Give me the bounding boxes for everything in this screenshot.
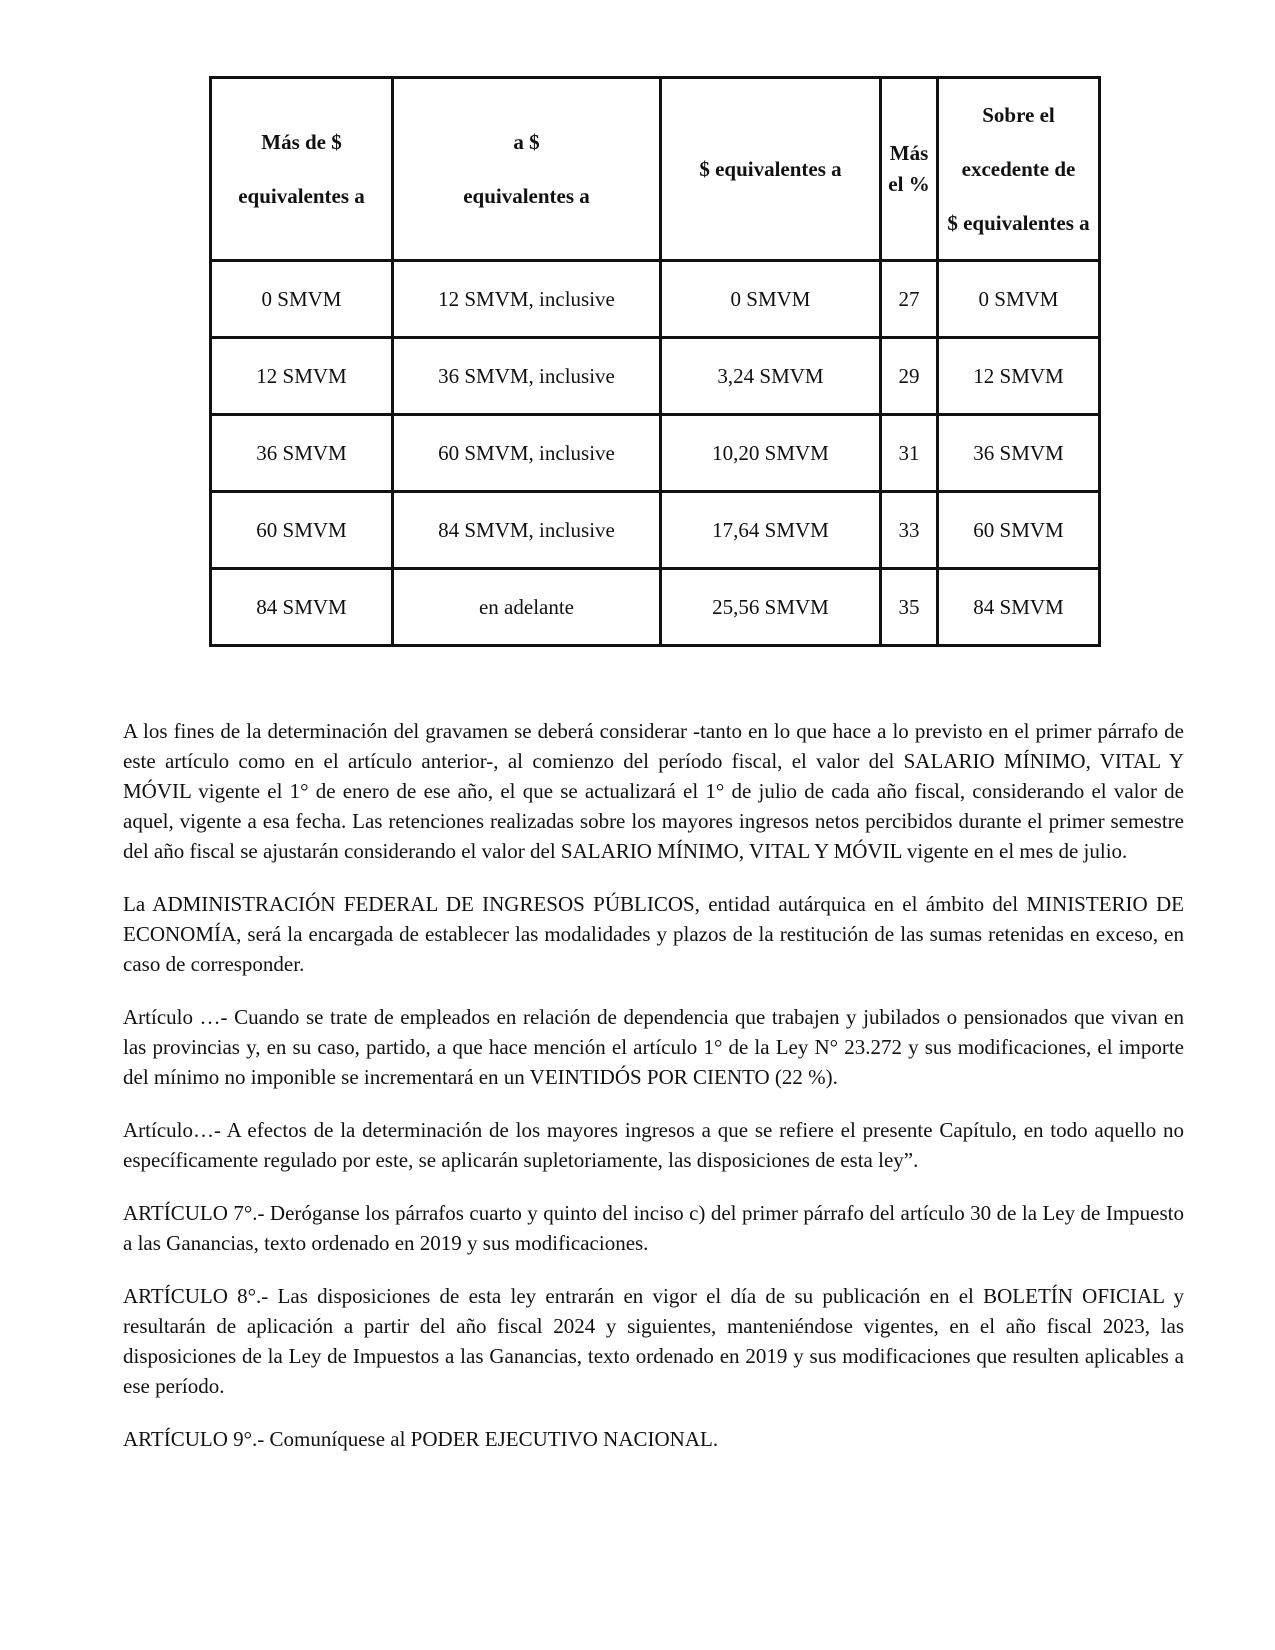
table-cell: 60 SMVM <box>211 492 393 569</box>
table-cell: 25,56 SMVM <box>661 569 881 646</box>
header-line: el % <box>888 172 930 196</box>
document-body <box>123 716 1184 1477</box>
table-cell: 84 SMVM, inclusive <box>393 492 661 569</box>
table-cell: 36 SMVM <box>211 415 393 492</box>
table-row <box>211 261 1100 338</box>
table-cell: 84 SMVM <box>211 569 393 646</box>
header-sobre-excedente <box>938 78 1100 261</box>
paragraph-afip-restitution: La ADMINISTRACIÓN FEDERAL DE INGRESOS PÚBLICOS, entidad autárquica en el ámbito del MINISTERIO DE ECONOMÍA, será la encargada de establecer las modalidades y plazos de la restitución de las sumas retenidas en exceso, en caso de corresponder. <box>123 892 1184 976</box>
table-cell: 17,64 SMVM <box>661 492 881 569</box>
header-line: Más de $ <box>261 130 342 154</box>
paragraph-smvm-update: A los fines de la determinación del gravamen se deberá considerar -tanto en lo que hace a lo previsto en el primer párrafo de este artículo como en el artículo anterior-, al comienzo del período fiscal, el valor del SALARIO MÍNIMO, VITAL Y MÓVIL vigente el 1° de enero de ese año, el que se actualizará el 1° de julio de cada año fiscal, considerando el valor de aquel, vigente a esa fecha. Las retenciones realizadas sobre los mayores ingresos netos percibidos durante el primer semestre del año fiscal se ajustarán considerando el valor del SALARIO MÍNIMO, VITAL Y MÓVIL vigente en el mes de julio. <box>123 719 1184 863</box>
table-cell: 29 <box>881 338 938 415</box>
table-row <box>211 569 1100 646</box>
paragraph-articulo-provincias: Artículo …- Cuando se trate de empleados en relación de dependencia que trabajen y jubilados o pensionados que vivan en las provincias y, en su caso, partido, a que hace mención el artículo 1° de la Ley N° 23.272 y sus modificaciones, el importe del mínimo no imponible se incrementará en un VEINTIDÓS POR CIENTO (22 %). <box>123 1005 1184 1089</box>
header-line: excedente de <box>961 157 1076 181</box>
header-line: Sobre el <box>982 103 1055 127</box>
paragraph-articulo-9: ARTÍCULO 9°.- Comuníquese al PODER EJECUTIVO NACIONAL. <box>123 1427 719 1451</box>
table-cell: 0 SMVM <box>661 261 881 338</box>
table-cell: 60 SMVM <box>938 492 1100 569</box>
header-line: equivalentes a <box>463 184 590 208</box>
table-cell: 12 SMVM <box>938 338 1100 415</box>
paragraph-articulo-8: ARTÍCULO 8°.- Las disposiciones de esta ley entrarán en vigor el día de su publicación en el BOLETÍN OFICIAL y resultarán de aplicación a partir del año fiscal 2024 y siguientes, manteniéndose vigentes, en el año fiscal 2023, las disposiciones de la Ley de Impuestos a las Ganancias, texto ordenado en 2019 y sus modificaciones que resulten aplicables a ese período. <box>123 1284 1184 1398</box>
table-cell: 36 SMVM <box>938 415 1100 492</box>
table-cell: 60 SMVM, inclusive <box>393 415 661 492</box>
table-cell: 35 <box>881 569 938 646</box>
header-mas-el-porcentaje <box>881 78 938 261</box>
table-header-row <box>211 78 1100 261</box>
table-cell: 36 SMVM, inclusive <box>393 338 661 415</box>
table-cell: 12 SMVM <box>211 338 393 415</box>
table-cell: 31 <box>881 415 938 492</box>
header-line: a $ <box>513 130 540 154</box>
header-line: Más <box>889 141 929 165</box>
header-line: $ equivalentes a <box>699 157 842 181</box>
table-cell: 33 <box>881 492 938 569</box>
table-cell: 0 SMVM <box>938 261 1100 338</box>
table-row <box>211 338 1100 415</box>
paragraph-articulo-supletorio: Artículo…- A efectos de la determinación de los mayores ingresos a que se refiere el presente Capítulo, en todo aquello no específicamente regulado por este, se aplicarán supletoriamente, las disposiciones de esta ley”. <box>123 1118 1184 1172</box>
table-cell: 3,24 SMVM <box>661 338 881 415</box>
table-cell: 10,20 SMVM <box>661 415 881 492</box>
table-cell: 0 SMVM <box>211 261 393 338</box>
table-row <box>211 492 1100 569</box>
header-a <box>393 78 661 261</box>
table-cell: 12 SMVM, inclusive <box>393 261 661 338</box>
header-line: equivalentes a <box>238 184 365 208</box>
table-cell: 27 <box>881 261 938 338</box>
table-row <box>211 415 1100 492</box>
tax-scale-table <box>209 76 1101 647</box>
table-cell: en adelante <box>393 569 661 646</box>
header-line: $ equivalentes a <box>947 211 1090 235</box>
table-cell: 84 SMVM <box>938 569 1100 646</box>
header-equivalentes <box>661 78 881 261</box>
header-mas-de <box>211 78 393 261</box>
paragraph-articulo-7: ARTÍCULO 7°.- Deróganse los párrafos cuarto y quinto del inciso c) del primer párrafo del artículo 30 de la Ley de Impuesto a las Ganancias, texto ordenado en 2019 y sus modificaciones. <box>123 1201 1184 1255</box>
